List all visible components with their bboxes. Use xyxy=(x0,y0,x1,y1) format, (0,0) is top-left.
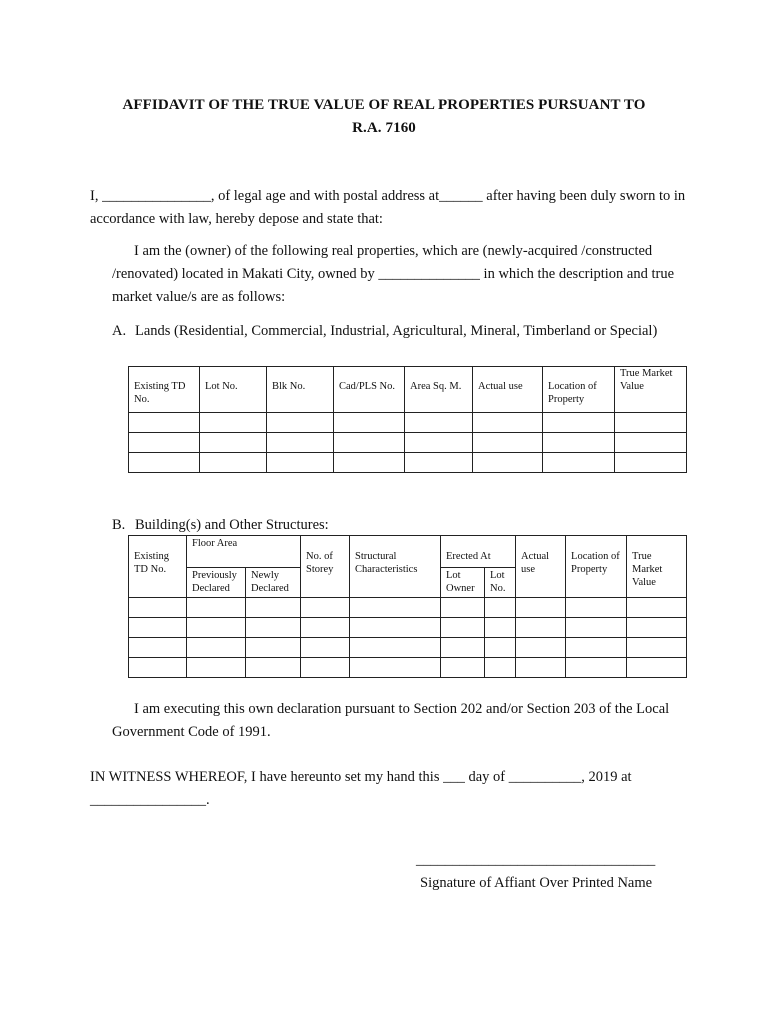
buildings-cell[interactable] xyxy=(516,638,566,658)
lands-cell[interactable] xyxy=(129,413,200,433)
buildings-cell[interactable] xyxy=(187,598,246,618)
lands-cell[interactable] xyxy=(405,413,473,433)
buildings-header-actual-use: Actual use xyxy=(516,536,566,598)
section-a-label: Lands (Residential, Commercial, Industrial, Agricultural, Mineral, Timberland or Special) xyxy=(135,323,658,339)
buildings-header-lot-owner: Lot Owner xyxy=(441,568,485,598)
buildings-cell[interactable] xyxy=(441,658,485,678)
lands-table-row xyxy=(129,433,687,453)
buildings-header-storey: No. of Storey xyxy=(301,536,350,598)
buildings-cell[interactable] xyxy=(301,618,350,638)
buildings-cell[interactable] xyxy=(187,638,246,658)
declaration-paragraph-wrap xyxy=(112,698,692,744)
buildings-table-row xyxy=(129,658,687,678)
buildings-header-location: Location of Property xyxy=(566,536,627,598)
lands-cell[interactable] xyxy=(473,413,543,433)
buildings-cell[interactable] xyxy=(246,658,301,678)
buildings-cell[interactable] xyxy=(627,658,687,678)
buildings-cell[interactable] xyxy=(301,638,350,658)
buildings-cell[interactable] xyxy=(350,638,441,658)
buildings-header-erected-at: Erected At xyxy=(441,536,516,568)
lands-cell[interactable] xyxy=(405,433,473,453)
lands-header-cell: Cad/PLS No. xyxy=(334,367,405,413)
title-line-2: R.A. 7160 xyxy=(352,120,416,136)
lands-cell[interactable] xyxy=(615,433,687,453)
buildings-cell[interactable] xyxy=(566,598,627,618)
witness-paragraph: IN WITNESS WHEREOF, I have hereunto set my hand this ___ day of __________, 2019 at ________________. xyxy=(90,769,632,808)
buildings-cell[interactable] xyxy=(129,658,187,678)
lands-header-cell: Area Sq. M. xyxy=(405,367,473,413)
declaration-paragraph: I am executing this own declaration pursuant to Section 202 and/or Section 203 of the Local Government Code of 1991. xyxy=(112,701,670,740)
buildings-header-lot-no: Lot No. xyxy=(485,568,516,598)
lands-cell[interactable] xyxy=(334,453,405,473)
lands-cell[interactable] xyxy=(543,453,615,473)
buildings-table xyxy=(128,535,687,678)
buildings-table-row xyxy=(129,598,687,618)
buildings-cell[interactable] xyxy=(627,618,687,638)
lands-cell[interactable] xyxy=(543,413,615,433)
section-a-letter: A. xyxy=(112,323,127,339)
buildings-cell[interactable] xyxy=(246,598,301,618)
buildings-cell[interactable] xyxy=(246,618,301,638)
lands-cell[interactable] xyxy=(473,433,543,453)
buildings-header-row-1 xyxy=(129,536,687,568)
lands-cell[interactable] xyxy=(615,453,687,473)
buildings-cell[interactable] xyxy=(485,618,516,638)
section-b-label: Building(s) and Other Structures: xyxy=(135,517,329,533)
buildings-table-row xyxy=(129,618,687,638)
buildings-cell[interactable] xyxy=(485,598,516,618)
lands-header-row xyxy=(129,367,687,413)
lands-cell[interactable] xyxy=(267,433,334,453)
lands-header-cell: Blk No. xyxy=(267,367,334,413)
buildings-cell[interactable] xyxy=(566,618,627,638)
lands-cell[interactable] xyxy=(615,413,687,433)
document-title xyxy=(60,94,708,140)
section-b-letter: B. xyxy=(112,517,126,533)
buildings-header-previously-declared: Previously Declared xyxy=(187,568,246,598)
buildings-cell[interactable] xyxy=(350,598,441,618)
buildings-header-market-value: True Market Value xyxy=(627,536,687,598)
lands-cell[interactable] xyxy=(129,453,200,473)
lands-cell[interactable] xyxy=(473,453,543,473)
buildings-cell[interactable] xyxy=(187,658,246,678)
buildings-cell[interactable] xyxy=(301,658,350,678)
buildings-cell[interactable] xyxy=(485,638,516,658)
title-line-1: AFFIDAVIT OF THE TRUE VALUE OF REAL PROPERTIES PURSUANT TO xyxy=(122,97,646,113)
lands-cell[interactable] xyxy=(334,413,405,433)
lands-header-cell: Lot No. xyxy=(200,367,267,413)
buildings-table-row xyxy=(129,638,687,658)
buildings-header-existing: Existing TD No. xyxy=(129,536,187,598)
buildings-cell[interactable] xyxy=(566,638,627,658)
signature-line[interactable]: _________________________________ xyxy=(416,852,656,868)
lands-header-cell: True Market Value xyxy=(615,367,687,413)
buildings-cell[interactable] xyxy=(350,658,441,678)
buildings-cell[interactable] xyxy=(441,618,485,638)
ownership-paragraph: I am the (owner) of the following real properties, which are (newly-acquired /constructed /renovated) located in Makati City, owned by ______________ in which the description and true market value/s are as follows: xyxy=(112,243,675,305)
signature-label: Signature of Affiant Over Printed Name xyxy=(420,875,653,891)
lands-table-row xyxy=(129,413,687,433)
lands-header-cell: Existing TD No. xyxy=(129,367,200,413)
buildings-cell[interactable] xyxy=(516,658,566,678)
buildings-cell[interactable] xyxy=(246,638,301,658)
lands-cell[interactable] xyxy=(267,453,334,473)
lands-header-cell: Location of Property xyxy=(543,367,615,413)
buildings-header-floor-area: Floor Area xyxy=(187,536,301,568)
buildings-cell[interactable] xyxy=(516,618,566,638)
buildings-cell[interactable] xyxy=(485,658,516,678)
lands-cell[interactable] xyxy=(334,433,405,453)
lands-cell[interactable] xyxy=(267,413,334,433)
lands-cell[interactable] xyxy=(543,433,615,453)
buildings-cell[interactable] xyxy=(187,618,246,638)
section-b-heading xyxy=(112,514,329,537)
buildings-cell[interactable] xyxy=(627,638,687,658)
buildings-cell[interactable] xyxy=(129,638,187,658)
ownership-paragraph-wrap xyxy=(112,240,692,309)
buildings-cell[interactable] xyxy=(301,598,350,618)
lands-cell[interactable] xyxy=(405,453,473,473)
intro-paragraph: I, _______________, of legal age and with postal address at______ after having been duly sworn to in accordance with law, hereby depose and state that: xyxy=(90,188,686,227)
buildings-header-newly-declared: Newly Declared xyxy=(246,568,301,598)
lands-table xyxy=(128,366,687,473)
buildings-cell[interactable] xyxy=(566,658,627,678)
buildings-cell[interactable] xyxy=(516,598,566,618)
buildings-cell[interactable] xyxy=(129,598,187,618)
lands-cell[interactable] xyxy=(200,413,267,433)
lands-cell[interactable] xyxy=(200,433,267,453)
buildings-cell[interactable] xyxy=(627,598,687,618)
lands-cell[interactable] xyxy=(129,433,200,453)
buildings-cell[interactable] xyxy=(441,638,485,658)
buildings-header-structural: Structural Characteristics xyxy=(350,536,441,598)
lands-table-row xyxy=(129,453,687,473)
lands-header-cell: Actual use xyxy=(473,367,543,413)
buildings-cell[interactable] xyxy=(441,598,485,618)
buildings-cell[interactable] xyxy=(129,618,187,638)
lands-cell[interactable] xyxy=(200,453,267,473)
buildings-cell[interactable] xyxy=(350,618,441,638)
